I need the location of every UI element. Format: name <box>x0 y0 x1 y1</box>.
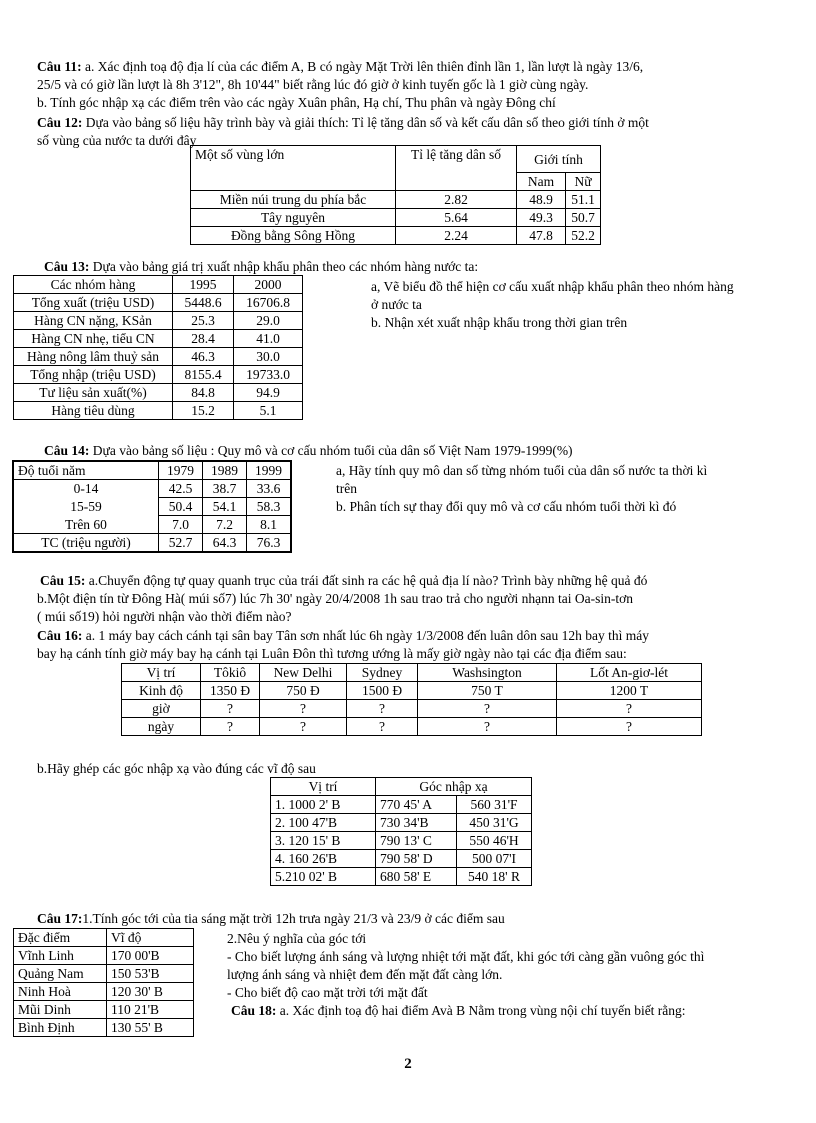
q13-cell: Hàng CN nặng, KSản <box>14 312 173 330</box>
q16-cell: ngày <box>122 718 201 736</box>
q16-cell: giờ <box>122 700 201 718</box>
q16-cell: ? <box>201 718 260 736</box>
q14-title: Dựa vào bảng số liệu : Quy mô và cơ cấu nhóm tuổi của dân số Việt Nam 1979-1999(%) <box>89 443 573 458</box>
q16-cell: ? <box>418 718 557 736</box>
page-number: 2 <box>404 1056 412 1072</box>
q12-label: Câu 12: <box>37 115 83 130</box>
question-13 <box>44 258 794 276</box>
q16-cell: ? <box>557 700 702 718</box>
q16b-cell: 5.210 02' B <box>271 868 376 886</box>
q13-title: Dựa vào bảng giá trị xuất nhập khẩu phân theo các nhóm hàng nước ta: <box>89 259 479 274</box>
q13-cell: 15.2 <box>173 402 234 420</box>
q17-head: Đặc điểm <box>14 929 107 947</box>
table-row <box>122 718 702 736</box>
q14-cell: 76.3 <box>247 534 292 553</box>
q14-side2: trên <box>336 481 357 496</box>
q16-cell: ? <box>347 700 418 718</box>
q11-line1: a. Xác định toạ độ địa lí của các điểm A, B có ngày Mặt Trời lên thiên đỉnh lần 1, lần lượt là ngày 13/6, <box>81 59 644 74</box>
q14-cell: 15-59 <box>13 498 159 516</box>
table-row <box>271 814 532 832</box>
q17-head: Vĩ độ <box>107 929 194 947</box>
table-row <box>13 516 291 534</box>
q16b-head: Góc nhập xạ <box>376 778 532 796</box>
q13-head: 1995 <box>173 276 234 294</box>
table-row <box>14 294 303 312</box>
q12-head-region: Một số vùng lớn <box>191 146 396 191</box>
q12-table <box>190 145 601 245</box>
q13-side2: ở nước ta <box>371 297 422 312</box>
q14-cell: Trên 60 <box>13 516 159 534</box>
q13-cell: Hàng tiêu dùng <box>14 402 173 420</box>
table-row <box>271 850 532 868</box>
q16-cell: ? <box>260 700 347 718</box>
table-row <box>191 209 601 227</box>
q13-head: Các nhóm hàng <box>14 276 173 294</box>
q15-line2: b.Một điện tín từ Đông Hà( múi số7) lúc 7h 30' ngày 20/4/2008 1h sau trao trả cho người nhạnn tai Oa-sin-tơn <box>37 591 634 606</box>
q16-cell: 750 Đ <box>260 682 347 700</box>
q16-table-angles <box>270 777 532 886</box>
q16-b-title: b.Hãy ghép các góc nhập xạ vào đúng các vĩ độ sau <box>37 761 316 776</box>
q16b-cell: 450 31'G <box>457 814 532 832</box>
q13-cell: Hàng nông lâm thuỷ sản <box>14 348 173 366</box>
table-header <box>14 276 303 294</box>
q16-cell: ? <box>347 718 418 736</box>
q11-line2: 25/5 và có giờ lần lượt là 8h 3'12", 8h 10'44" biết rằng lúc đó giờ ở kinh tuyến gốc là 1 giờ cùng ngày. <box>37 77 589 92</box>
q14-cell: 50.4 <box>159 498 203 516</box>
q16b-cell: 3. 120 15' B <box>271 832 376 850</box>
q12-cell: 47.8 <box>517 227 566 245</box>
table-row <box>13 534 291 553</box>
q16-table-time <box>121 663 702 736</box>
q14-head: 1989 <box>203 461 247 480</box>
q13-cell: 19733.0 <box>234 366 303 384</box>
table-row <box>271 796 532 814</box>
q12-cell: Đồng bằng Sông Hồng <box>191 227 396 245</box>
q15-line1: a.Chuyển động tự quay quanh trục của trái đất sinh ra các hệ quả địa lí nào? Trình bày những hệ quả đó <box>85 573 648 588</box>
q14-cell: TC (triệu người) <box>13 534 159 553</box>
table-header <box>13 461 291 480</box>
q12-cell: 5.64 <box>396 209 517 227</box>
q17-title: 1.Tính góc tới của tia sáng mặt trời 12h trưa ngày 21/3 và 23/9 ở các điểm sau <box>82 911 505 926</box>
table-row <box>14 1019 194 1037</box>
q16-cell: 1200 T <box>557 682 702 700</box>
q13-head: 2000 <box>234 276 303 294</box>
table-row <box>14 983 194 1001</box>
q16b-cell: 4. 160 26'B <box>271 850 376 868</box>
q16b-head: Vị trí <box>271 778 376 796</box>
table-row <box>14 1001 194 1019</box>
q13-cell: 5448.6 <box>173 294 234 312</box>
q13-cell: Tổng nhập (triệu USD) <box>14 366 173 384</box>
table-row <box>122 700 702 718</box>
q16b-cell: 550 46'H <box>457 832 532 850</box>
q16b-cell: 790 58' D <box>376 850 457 868</box>
q12-head-gender: Giới tính <box>517 146 601 173</box>
q14-cell: 58.3 <box>247 498 292 516</box>
table-row <box>14 330 303 348</box>
q16-cell: ? <box>260 718 347 736</box>
table-row <box>14 312 303 330</box>
q13-cell: 8155.4 <box>173 366 234 384</box>
table-row <box>14 366 303 384</box>
table-row <box>14 384 303 402</box>
q17-side <box>227 930 812 1020</box>
q16-cell: ? <box>418 700 557 718</box>
q16-cell: New Delhi <box>260 664 347 682</box>
q16-cell: 1500 Đ <box>347 682 418 700</box>
q14-cell: 8.1 <box>247 516 292 534</box>
q13-cell: 41.0 <box>234 330 303 348</box>
q16-cell: ? <box>201 700 260 718</box>
q17-table <box>13 928 194 1037</box>
q16-cell: Washsington <box>418 664 557 682</box>
q14-cell: 33.6 <box>247 480 292 498</box>
q14-cell: 0-14 <box>13 480 159 498</box>
q17-cell: 130 55' B <box>107 1019 194 1037</box>
q16-cell: ? <box>557 718 702 736</box>
q17-cell: 120 30' B <box>107 983 194 1001</box>
q13-side3: b. Nhận xét xuất nhập khẩu trong thời gian trên <box>371 315 628 330</box>
q12-cell: 51.1 <box>566 191 601 209</box>
q17-cell: 170 00'B <box>107 947 194 965</box>
q16b-cell: 1. 1000 2' B <box>271 796 376 814</box>
q13-side <box>371 278 811 332</box>
q13-cell: 28.4 <box>173 330 234 348</box>
table-row <box>13 498 291 516</box>
question-16 <box>37 627 807 663</box>
q12-head-male: Nam <box>517 173 566 191</box>
q14-side1: a, Hãy tính quy mô dan số từng nhóm tuổi của dân số nước ta thời kì <box>336 463 708 478</box>
q16-label: Câu 16: <box>37 628 83 643</box>
q17-cell: Vĩnh Linh <box>14 947 107 965</box>
q14-side3: b. Phân tích sự thay đổi quy mô và cơ cấu nhóm tuổi thời kì đó <box>336 499 677 514</box>
q17-side2: - Cho biết lượng ánh sáng và lượng nhiệt tới mặt đất, khi góc tới càng gần vuông góc thì <box>227 949 705 964</box>
table-row <box>14 348 303 366</box>
q16-cell: Kinh độ <box>122 682 201 700</box>
q13-cell: Hàng CN nhẹ, tiểu CN <box>14 330 173 348</box>
table-row <box>14 965 194 983</box>
q13-cell: 25.3 <box>173 312 234 330</box>
q13-cell: 16706.8 <box>234 294 303 312</box>
q16b-cell: 500 07'I <box>457 850 532 868</box>
q16b-cell: 790 13' C <box>376 832 457 850</box>
table-row <box>271 832 532 850</box>
q12-line1: Dựa vào bảng số liệu hãy trình bày và giải thích: Tỉ lệ tăng dân số và kết cấu dân số theo giới tính ở một <box>82 115 649 130</box>
question-11 <box>37 58 787 112</box>
q11-line3: b. Tính góc nhập xạ các điểm trên vào các ngày Xuân phân, Hạ chí, Thu phân và ngày Đông chí <box>37 95 556 110</box>
q12-cell: Miền núi trung du phía bắc <box>191 191 396 209</box>
q17-side1: 2.Nêu ý nghĩa của góc tới <box>227 931 367 946</box>
q13-cell: Tổng xuất (triệu USD) <box>14 294 173 312</box>
q16b-cell: 770 45' A <box>376 796 457 814</box>
q13-cell: 94.9 <box>234 384 303 402</box>
q13-cell: 30.0 <box>234 348 303 366</box>
q13-side1: a, Vẽ biểu đồ thể hiện cơ cấu xuất nhập khẩu phân theo nhóm hàng <box>371 279 734 294</box>
q16b-cell: 540 18' R <box>457 868 532 886</box>
q14-cell: 42.5 <box>159 480 203 498</box>
q14-cell: 38.7 <box>203 480 247 498</box>
q14-cell: 7.2 <box>203 516 247 534</box>
q14-cell: 52.7 <box>159 534 203 553</box>
q14-cell: 54.1 <box>203 498 247 516</box>
q16-cell: Sydney <box>347 664 418 682</box>
q14-cell: 7.0 <box>159 516 203 534</box>
q12-head-rate: Tỉ lệ tăng dân số <box>396 146 517 191</box>
table-row <box>122 664 702 682</box>
q18-label: Câu 18: <box>231 1003 277 1018</box>
q12-cell: Tây nguyên <box>191 209 396 227</box>
table-row <box>14 402 303 420</box>
q17-cell: 110 21'B <box>107 1001 194 1019</box>
q11-label: Câu 11: <box>37 59 82 74</box>
question-14 <box>44 442 794 460</box>
q17-side3: lượng ánh sáng và nhiệt đem đến mặt đất càng lớn. <box>227 967 503 982</box>
q17-cell: Quảng Nam <box>14 965 107 983</box>
q14-head: Độ tuổi năm <box>13 461 159 480</box>
q13-table <box>13 275 303 420</box>
q13-label: Câu 13: <box>44 259 90 274</box>
q12-cell: 52.2 <box>566 227 601 245</box>
table-row <box>271 868 532 886</box>
q17-cell: Bình Định <box>14 1019 107 1037</box>
table-row <box>122 682 702 700</box>
q18-line1: a. Xác định toạ độ hai điểm Avà B Nằm trong vùng nội chí tuyến biết rằng: <box>276 1003 686 1018</box>
q13-cell: 5.1 <box>234 402 303 420</box>
q14-label: Câu 14: <box>44 443 90 458</box>
q12-cell: 49.3 <box>517 209 566 227</box>
table-row <box>191 191 601 209</box>
q16-cell: 1350 Đ <box>201 682 260 700</box>
q13-cell: 84.8 <box>173 384 234 402</box>
q12-cell: 50.7 <box>566 209 601 227</box>
table-header <box>14 929 194 947</box>
question-17 <box>37 910 797 928</box>
table-row <box>14 947 194 965</box>
q13-cell: 29.0 <box>234 312 303 330</box>
q15-label: Câu 15: <box>40 573 86 588</box>
q16-line1: a. 1 máy bay cách cánh tại sân bay Tân sơn nhất lúc 6h ngày 1/3/2008 đến luân dôn sau 12h bay thì máy <box>82 628 650 643</box>
q12-cell: 2.82 <box>396 191 517 209</box>
table-row <box>191 227 601 245</box>
q14-head: 1979 <box>159 461 203 480</box>
q17-cell: Ninh Hoà <box>14 983 107 1001</box>
q17-label: Câu 17: <box>37 911 83 926</box>
q16-cell: Lốt An-giơ-lét <box>557 664 702 682</box>
q13-cell: Tư liệu sản xuất(%) <box>14 384 173 402</box>
q14-side <box>336 462 806 516</box>
q16b-cell: 2. 100 47'B <box>271 814 376 832</box>
q16-cell: Vị trí <box>122 664 201 682</box>
q16-cell: 750 T <box>418 682 557 700</box>
q13-cell: 46.3 <box>173 348 234 366</box>
table-row <box>13 480 291 498</box>
q12-cell: 48.9 <box>517 191 566 209</box>
q17-cell: 150 53'B <box>107 965 194 983</box>
q16b-cell: 730 34'B <box>376 814 457 832</box>
q12-cell: 2.24 <box>396 227 517 245</box>
q14-head: 1999 <box>247 461 292 480</box>
q14-table <box>12 460 292 553</box>
q17-side4: - Cho biết độ cao mặt trời tới mặt đất <box>227 985 428 1000</box>
q14-cell: 64.3 <box>203 534 247 553</box>
table-header <box>271 778 532 796</box>
question-15 <box>37 572 810 626</box>
q16b-cell: 560 31'F <box>457 796 532 814</box>
q15-line3: ( múi số19) hỏi người nhận vào thời điểm nào? <box>37 609 292 624</box>
q17-cell: Mũi Dinh <box>14 1001 107 1019</box>
q12-line2: số vùng của nước ta dưới đây <box>37 133 197 148</box>
q16-cell: Tôkiô <box>201 664 260 682</box>
q16b-cell: 680 58' E <box>376 868 457 886</box>
q16-line2: bay hạ cánh tính giờ máy bay hạ cánh tại Luân Đôn thì tương ướng là mấy giờ ngày nào tại các địa điểm sau: <box>37 646 627 661</box>
q12-head-female: Nữ <box>566 173 601 191</box>
